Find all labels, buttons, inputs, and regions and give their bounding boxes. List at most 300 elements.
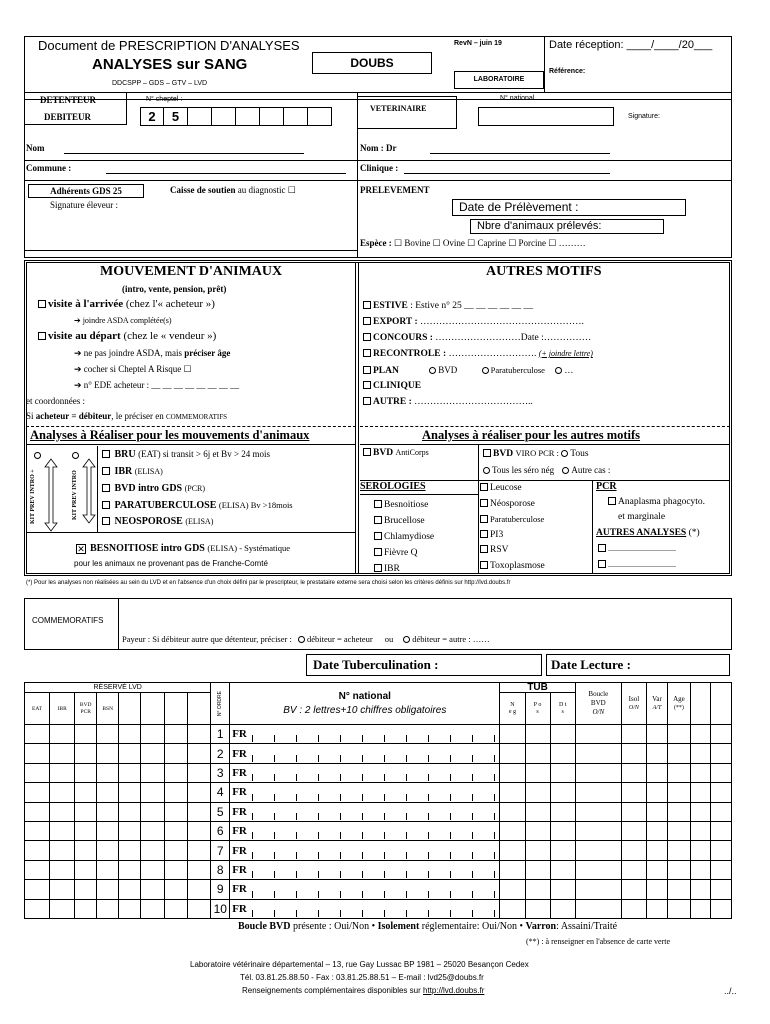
- data-cell[interactable]: [690, 860, 710, 879]
- data-cell[interactable]: [575, 783, 621, 802]
- plan-para-option[interactable]: [482, 365, 545, 375]
- data-cell[interactable]: [710, 725, 731, 744]
- reserve-cell[interactable]: [75, 783, 97, 802]
- reserve-cell[interactable]: [25, 821, 50, 840]
- reserve-cell[interactable]: [119, 802, 141, 821]
- data-cell[interactable]: [575, 744, 621, 763]
- reserve-cell[interactable]: [25, 763, 50, 782]
- reserve-cell[interactable]: [97, 821, 119, 840]
- department-box: DOUBS: [312, 52, 432, 74]
- reserve-cell[interactable]: [119, 860, 141, 879]
- data-cell[interactable]: [550, 821, 575, 840]
- checkbox-icon[interactable]: [363, 448, 371, 456]
- estive-value: : Estive n° 25 __ __ __ __ __ __: [410, 301, 534, 311]
- col-eat: EAT: [25, 693, 50, 725]
- reserve-cell[interactable]: [50, 783, 75, 802]
- analyse-item[interactable]: [102, 449, 270, 460]
- data-cell[interactable]: [646, 860, 667, 879]
- reserve-cell[interactable]: [97, 763, 119, 782]
- checkbox-icon[interactable]: [102, 450, 110, 458]
- analyse-item[interactable]: [102, 483, 205, 494]
- data-cell[interactable]: [500, 783, 525, 802]
- cheptel-digit[interactable]: [308, 107, 332, 126]
- reserve-cell[interactable]: [165, 899, 188, 918]
- analyse-item[interactable]: [102, 466, 163, 477]
- serology-label: Chlamydiose: [384, 532, 435, 542]
- reserve-cell[interactable]: [50, 880, 75, 899]
- data-cell[interactable]: [646, 899, 667, 918]
- checkbox-icon[interactable]: [480, 530, 488, 538]
- data-cell[interactable]: [621, 821, 646, 840]
- reserve-cell[interactable]: [188, 821, 211, 840]
- radio-icon[interactable]: [483, 467, 490, 474]
- cheptel-digit[interactable]: [284, 107, 308, 126]
- data-cell[interactable]: [690, 899, 710, 918]
- serology-item[interactable]: [480, 543, 545, 559]
- reserve-cell[interactable]: [119, 763, 141, 782]
- checkbox-icon[interactable]: [608, 497, 616, 505]
- data-cell[interactable]: [525, 783, 550, 802]
- reserve-cell[interactable]: [165, 841, 188, 860]
- data-cell[interactable]: [621, 880, 646, 899]
- data-cell[interactable]: [710, 802, 731, 821]
- national-cell[interactable]: [230, 783, 500, 802]
- checkbox-icon[interactable]: [363, 397, 371, 405]
- checkbox-icon[interactable]: [363, 317, 371, 325]
- data-cell[interactable]: [525, 763, 550, 782]
- data-cell[interactable]: [575, 821, 621, 840]
- reserve-cell[interactable]: [119, 841, 141, 860]
- reserve-cell[interactable]: [165, 725, 188, 744]
- reserve-cell[interactable]: [97, 860, 119, 879]
- anaplasma-item[interactable]: [608, 497, 705, 507]
- reserve-cell[interactable]: [119, 744, 141, 763]
- reserve-cell[interactable]: [141, 783, 165, 802]
- checkbox-icon[interactable]: [363, 301, 371, 309]
- autre-row[interactable]: [363, 397, 533, 407]
- reference[interactable]: Référence:: [549, 68, 586, 75]
- data-cell[interactable]: [621, 860, 646, 879]
- data-cell[interactable]: [667, 860, 690, 879]
- reserve-cell[interactable]: [119, 821, 141, 840]
- data-cell[interactable]: [690, 744, 710, 763]
- data-cell[interactable]: [667, 783, 690, 802]
- reserve-cell[interactable]: [141, 841, 165, 860]
- checkbox-icon[interactable]: [102, 517, 110, 525]
- cheptel-digit[interactable]: [188, 107, 212, 126]
- data-cell[interactable]: [710, 821, 731, 840]
- reserve-cell[interactable]: [141, 802, 165, 821]
- kit-mid-label: KIT PREV INTRO: [72, 470, 78, 520]
- reserve-cell[interactable]: [188, 783, 211, 802]
- checkbox-icon[interactable]: [374, 564, 382, 572]
- checkbox-icon[interactable]: [480, 545, 488, 553]
- reserve-cell[interactable]: [97, 841, 119, 860]
- depart-sub2[interactable]: ➔ cocher si Cheptel A Risque ☐: [74, 364, 192, 374]
- data-cell[interactable]: [500, 725, 525, 744]
- national-input[interactable]: [478, 107, 614, 126]
- data-cell[interactable]: [525, 899, 550, 918]
- bvd-viro[interactable]: [483, 448, 589, 459]
- visite-depart[interactable]: [38, 330, 216, 342]
- reserve-cell[interactable]: [141, 860, 165, 879]
- data-cell[interactable]: [667, 744, 690, 763]
- fr-prefix: FR: [232, 805, 247, 818]
- data-cell[interactable]: [646, 880, 667, 899]
- radio-icon[interactable]: [562, 467, 569, 474]
- data-cell[interactable]: [621, 744, 646, 763]
- data-cell[interactable]: [710, 783, 731, 802]
- reserve-cell[interactable]: [141, 899, 165, 918]
- data-cell[interactable]: [621, 725, 646, 744]
- national-cell[interactable]: [230, 880, 500, 899]
- reserve-cell[interactable]: [141, 725, 165, 744]
- reserve-cell[interactable]: [75, 841, 97, 860]
- table-row: [25, 783, 732, 802]
- reserve-cell[interactable]: [75, 744, 97, 763]
- reserve-cell[interactable]: [188, 841, 211, 860]
- data-cell[interactable]: [525, 821, 550, 840]
- reserve-cell[interactable]: [119, 783, 141, 802]
- data-cell[interactable]: [525, 802, 550, 821]
- data-cell[interactable]: [575, 880, 621, 899]
- data-cell[interactable]: [646, 725, 667, 744]
- serology-item[interactable]: [480, 528, 545, 544]
- data-cell[interactable]: [646, 744, 667, 763]
- data-cell[interactable]: [500, 899, 525, 918]
- checked-box-icon[interactable]: ✕: [77, 544, 85, 554]
- checkbox-icon[interactable]: [363, 381, 371, 389]
- reserve-cell[interactable]: [25, 860, 50, 879]
- serology-item[interactable]: [374, 513, 434, 529]
- legend-varron: Varron: [525, 921, 557, 932]
- reserve-cell[interactable]: [75, 763, 97, 782]
- national-cell[interactable]: [230, 860, 500, 879]
- radio-icon[interactable]: [561, 450, 568, 457]
- export-row[interactable]: [363, 317, 584, 327]
- checkbox-icon[interactable]: [598, 544, 606, 552]
- reserve-cell[interactable]: [188, 880, 211, 899]
- serology-item[interactable]: [480, 512, 545, 528]
- reserve-cell[interactable]: [50, 841, 75, 860]
- reserve-cell[interactable]: [75, 821, 97, 840]
- data-cell[interactable]: [575, 802, 621, 821]
- kit-left-label: KIT PREV INTRO +: [30, 469, 36, 525]
- data-cell[interactable]: [690, 880, 710, 899]
- data-cell[interactable]: [500, 763, 525, 782]
- digit-ticks: [252, 910, 495, 917]
- data-cell[interactable]: [710, 763, 731, 782]
- data-cell[interactable]: [621, 802, 646, 821]
- reserve-cell[interactable]: [75, 725, 97, 744]
- data-cell[interactable]: [646, 763, 667, 782]
- table-row: [25, 860, 732, 879]
- checkbox-icon[interactable]: [38, 300, 46, 308]
- data-cell[interactable]: [690, 763, 710, 782]
- data-cell[interactable]: [667, 899, 690, 918]
- analyse-item[interactable]: [102, 500, 293, 511]
- checkbox-icon[interactable]: [480, 483, 488, 491]
- reserve-cell[interactable]: [50, 860, 75, 879]
- estive-row[interactable]: [363, 301, 533, 311]
- data-cell[interactable]: [667, 880, 690, 899]
- data-cell[interactable]: [550, 763, 575, 782]
- reserve-cell[interactable]: [188, 763, 211, 782]
- plan-bvd-option[interactable]: [429, 365, 457, 375]
- data-cell[interactable]: [690, 821, 710, 840]
- data-cell[interactable]: [667, 802, 690, 821]
- bvd-anticorps[interactable]: [363, 448, 429, 458]
- checkbox-icon[interactable]: [480, 499, 488, 507]
- bv-note: BV : 2 lettres+10 chiffres obligatoires: [283, 705, 447, 716]
- data-cell[interactable]: [525, 880, 550, 899]
- data-cell[interactable]: [667, 763, 690, 782]
- data-cell[interactable]: [690, 783, 710, 802]
- reserve-cell[interactable]: [25, 802, 50, 821]
- national-cell[interactable]: [230, 802, 500, 821]
- cheptel-digit[interactable]: [260, 107, 284, 126]
- espece-options[interactable]: ☐ Bovine ☐ Ovine ☐ Caprine ☐ Porcine ☐ ………: [394, 238, 586, 248]
- data-cell[interactable]: [690, 802, 710, 821]
- data-cell[interactable]: [667, 725, 690, 744]
- reserve-cell[interactable]: [97, 725, 119, 744]
- data-cell[interactable]: [550, 860, 575, 879]
- reserve-cell[interactable]: [97, 899, 119, 918]
- data-cell[interactable]: [667, 841, 690, 860]
- cheptel-digit[interactable]: 2: [140, 107, 164, 126]
- analyse-item[interactable]: [102, 516, 213, 527]
- radio-icon[interactable]: [298, 636, 305, 643]
- reserve-cell[interactable]: [188, 802, 211, 821]
- footer-link[interactable]: http://lvd.doubs.fr: [423, 986, 485, 995]
- data-cell[interactable]: [621, 763, 646, 782]
- checkbox-icon[interactable]: [102, 501, 110, 509]
- reserve-cell[interactable]: [97, 744, 119, 763]
- checkbox-icon[interactable]: [374, 532, 382, 540]
- autres-analyses-label: AUTRES ANALYSES: [596, 528, 687, 538]
- data-cell[interactable]: [525, 725, 550, 744]
- serology-item[interactable]: [480, 497, 545, 513]
- reserve-cell[interactable]: [119, 899, 141, 918]
- checkbox-icon[interactable]: [374, 500, 382, 508]
- besnoitiose-item[interactable]: [76, 543, 290, 554]
- data-cell[interactable]: [525, 744, 550, 763]
- cheptel-digit[interactable]: [236, 107, 260, 126]
- reserve-cell[interactable]: [188, 744, 211, 763]
- radio-icon[interactable]: [555, 367, 562, 374]
- data-cell[interactable]: [646, 821, 667, 840]
- plan-other-option[interactable]: [555, 365, 573, 375]
- reserve-cell[interactable]: [50, 725, 75, 744]
- data-cell[interactable]: [550, 802, 575, 821]
- reserve-cell[interactable]: [25, 744, 50, 763]
- checkbox-icon[interactable]: [483, 449, 491, 457]
- reserve-cell[interactable]: [141, 821, 165, 840]
- reserve-cell[interactable]: [141, 880, 165, 899]
- data-cell[interactable]: [500, 802, 525, 821]
- data-cell[interactable]: [646, 841, 667, 860]
- national-cell[interactable]: [230, 744, 500, 763]
- depart-sub3[interactable]: ➔ n° EDE acheteur : __ __ __ __ __ __ __ __: [74, 380, 240, 390]
- data-cell[interactable]: [550, 783, 575, 802]
- serology-item[interactable]: [374, 497, 434, 513]
- mouvement-subtitle: (intro, vente, pension, prêt): [122, 284, 227, 294]
- reserve-cell[interactable]: [50, 802, 75, 821]
- date-lecture[interactable]: Date Lecture :: [546, 654, 730, 676]
- extra-col: [710, 683, 731, 725]
- national-cell[interactable]: [230, 763, 500, 782]
- data-cell[interactable]: [500, 880, 525, 899]
- boucle-header: [575, 683, 621, 725]
- data-cell[interactable]: [575, 841, 621, 860]
- data-cell[interactable]: [550, 899, 575, 918]
- reserve-cell[interactable]: [165, 802, 188, 821]
- serology-item[interactable]: [480, 559, 545, 575]
- payeur-text: Payeur : Si débiteur autre que détenteur, préciser :: [122, 634, 292, 644]
- reserve-cell[interactable]: [188, 725, 211, 744]
- reserve-cell[interactable]: [188, 860, 211, 879]
- checkbox-icon[interactable]: [102, 467, 110, 475]
- data-cell[interactable]: [550, 841, 575, 860]
- reserve-cell[interactable]: [50, 821, 75, 840]
- reserve-cell[interactable]: [165, 783, 188, 802]
- boucle-bvd: BVD: [590, 699, 606, 707]
- reserve-cell[interactable]: [165, 821, 188, 840]
- data-cell[interactable]: [500, 860, 525, 879]
- data-cell[interactable]: [621, 783, 646, 802]
- data-cell[interactable]: [710, 880, 731, 899]
- data-cell[interactable]: [550, 880, 575, 899]
- data-cell[interactable]: [621, 841, 646, 860]
- legend-varron-rest: : Assaini/Traité: [556, 921, 618, 932]
- checkbox-icon[interactable]: [363, 333, 371, 341]
- checkbox-icon[interactable]: [363, 366, 371, 374]
- nbre-animaux[interactable]: Nbre d'animaux prélevés:: [470, 219, 664, 234]
- date-prelevement[interactable]: Date de Prélèvement :: [452, 199, 686, 216]
- data-cell[interactable]: [575, 860, 621, 879]
- data-cell[interactable]: [710, 860, 731, 879]
- data-cell[interactable]: [646, 802, 667, 821]
- reserve-cell[interactable]: [97, 880, 119, 899]
- date-tuberculination[interactable]: Date Tuberculination :: [306, 654, 542, 676]
- data-cell[interactable]: [500, 744, 525, 763]
- reserve-cell[interactable]: [50, 744, 75, 763]
- animals-body: [25, 725, 732, 919]
- reserve-cell[interactable]: [97, 783, 119, 802]
- recontrole-row[interactable]: [363, 349, 593, 359]
- data-cell[interactable]: [667, 821, 690, 840]
- serology-item[interactable]: [374, 561, 434, 577]
- reserve-cell[interactable]: [119, 725, 141, 744]
- payeur-row[interactable]: [122, 634, 490, 644]
- national-cell[interactable]: [230, 899, 500, 918]
- reserve-cell[interactable]: [75, 802, 97, 821]
- caisse-soutien[interactable]: [170, 185, 296, 196]
- visite-arrivee[interactable]: [38, 298, 215, 310]
- data-cell[interactable]: [500, 841, 525, 860]
- espece-row[interactable]: [360, 238, 586, 249]
- serology-item[interactable]: [374, 529, 434, 545]
- reserve-cell[interactable]: [165, 744, 188, 763]
- sero-options[interactable]: [483, 465, 610, 475]
- checkbox-icon[interactable]: [480, 561, 488, 569]
- reserve-cell[interactable]: [50, 899, 75, 918]
- data-cell[interactable]: [710, 744, 731, 763]
- reserve-cell[interactable]: [165, 860, 188, 879]
- national-cell[interactable]: [230, 821, 500, 840]
- depart-sub1: [74, 348, 230, 359]
- data-cell[interactable]: [525, 860, 550, 879]
- data-cell[interactable]: [575, 725, 621, 744]
- national-cell[interactable]: [230, 725, 500, 744]
- reserve-cell[interactable]: [165, 763, 188, 782]
- checkbox-icon[interactable]: [374, 516, 382, 524]
- data-cell[interactable]: [710, 899, 731, 918]
- radio-icon[interactable]: [403, 636, 410, 643]
- data-cell[interactable]: [710, 841, 731, 860]
- clinique-row[interactable]: [363, 381, 421, 391]
- data-cell[interactable]: [621, 899, 646, 918]
- reserve-cell[interactable]: [75, 899, 97, 918]
- radio-icon[interactable]: [482, 367, 489, 374]
- data-cell[interactable]: [550, 744, 575, 763]
- checkbox-icon[interactable]: [598, 560, 606, 568]
- reserve-cell[interactable]: [25, 880, 50, 899]
- date-reception[interactable]: Date réception: ____/____/20___: [549, 39, 713, 51]
- plan-row[interactable]: [363, 365, 573, 376]
- recontrole-link[interactable]: (+ joindre lettre): [538, 349, 593, 358]
- checkbox-icon[interactable]: [102, 484, 110, 492]
- reserve-cell[interactable]: [165, 880, 188, 899]
- data-cell[interactable]: [690, 841, 710, 860]
- reserve-cell[interactable]: [50, 763, 75, 782]
- serology-item[interactable]: [480, 481, 545, 497]
- reserve-cell[interactable]: [188, 899, 211, 918]
- checkbox-icon[interactable]: [363, 349, 371, 357]
- data-cell[interactable]: [646, 783, 667, 802]
- data-cell[interactable]: [500, 821, 525, 840]
- reserve-cell[interactable]: [141, 744, 165, 763]
- cheptel-digit[interactable]: 5: [164, 107, 188, 126]
- serology-item[interactable]: [374, 545, 434, 561]
- checkbox-icon[interactable]: [480, 515, 488, 523]
- reserve-cell[interactable]: [75, 880, 97, 899]
- autre-analyse-line[interactable]: [598, 544, 676, 553]
- reserve-cell[interactable]: [97, 802, 119, 821]
- concours-row[interactable]: [363, 333, 591, 343]
- reserve-cell[interactable]: [25, 899, 50, 918]
- cheptel-digits[interactable]: [140, 107, 332, 126]
- national-cell[interactable]: [230, 841, 500, 860]
- recontrole-value: ……………………….: [448, 349, 537, 359]
- checkbox-icon[interactable]: [374, 548, 382, 556]
- reserve-cell[interactable]: [25, 783, 50, 802]
- data-cell[interactable]: [690, 725, 710, 744]
- autre-analyse-line[interactable]: [598, 560, 676, 569]
- data-cell[interactable]: [575, 763, 621, 782]
- reserve-cell[interactable]: [141, 763, 165, 782]
- cheptel-digit[interactable]: [212, 107, 236, 126]
- reserve-cell[interactable]: [25, 841, 50, 860]
- reserve-cell[interactable]: [25, 725, 50, 744]
- data-cell[interactable]: [525, 841, 550, 860]
- data-cell[interactable]: [550, 725, 575, 744]
- reserve-cell[interactable]: [119, 880, 141, 899]
- checkbox-icon[interactable]: [38, 332, 46, 340]
- radio-icon[interactable]: [429, 367, 436, 374]
- reserve-cell[interactable]: [75, 860, 97, 879]
- data-cell[interactable]: [575, 899, 621, 918]
